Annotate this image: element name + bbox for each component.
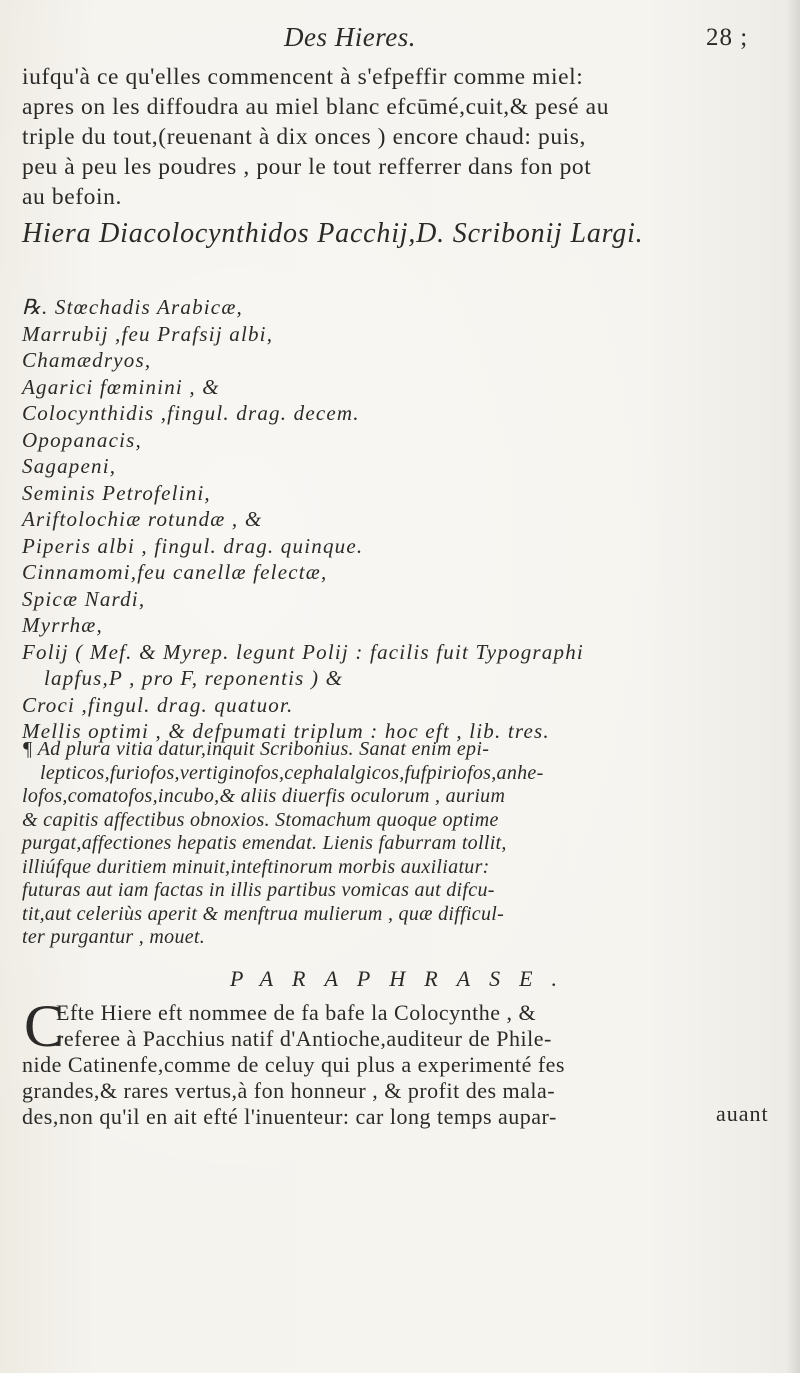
scribonius-note [22, 738, 792, 950]
recipe-heading: Hiera Diacolocynthidos Pacchij,D. Scribonij Largi. [22, 218, 644, 249]
recipe-line: Colocynthidis ,fingul. drag. decem. [22, 401, 360, 425]
catchword: auant [716, 1101, 769, 1126]
note-line: ¶ Ad plura vitia datur,inquit Scribonius. Sanat enim epi- [22, 738, 490, 760]
note-line: lofos,comatofos,incubo,& aliis diuerfis oculorum , aurium [22, 785, 506, 807]
drop-cap: C [24, 993, 65, 1059]
note-line: lepticos,furiofos,vertiginofos,cephalalgicos,fufpiriofos,anhe- [40, 761, 544, 784]
page-edge-shadow [786, 0, 800, 1373]
text-line: iufqu'à ce qu'elles commencent à s'efpeffir comme miel: [22, 64, 584, 90]
recipe-line: ℞. Stœchadis Arabicæ, [22, 295, 243, 319]
recipe-line: Piperis albi , fingul. drag. quinque. [22, 533, 364, 558]
text-line: au befoin. [22, 184, 122, 210]
running-head [0, 18, 800, 58]
page-number: 28 ; [706, 24, 749, 51]
recipe-line: Cinnamomi,feu canellæ felectæ, [22, 560, 328, 584]
paraphrase-line: grandes,& rares vertus,à fon honneur , & profit des mala- [22, 1078, 556, 1103]
paraphrase-line: nide Catinenfe,comme de celuy qui plus a experimenté fes [22, 1052, 565, 1077]
note-line: & capitis affectibus obnoxios. Stomachum quoque optime [22, 808, 499, 831]
running-head-title: Des Hieres. [284, 22, 416, 52]
paraphrase-paragraph [22, 993, 792, 1130]
recipe-line: Sagapeni, [22, 454, 117, 478]
french-paragraph [22, 62, 792, 212]
note-line: purgat,affectiones hepatis emendat. Lienis faburram tollit, [22, 832, 507, 854]
recipe-line: Marrubij ,feu Prafsij albi, [22, 321, 274, 346]
note-line: illiúfque duritiem minuit,inteftinorum morbis auxiliatur: [22, 855, 490, 878]
paraphrase-line: Efte Hiere eft nommee de fa bafe la Colocynthe , & [56, 1000, 537, 1025]
recipe-line: lapfus,P , pro F, reponentis ) & [44, 666, 344, 690]
recipe-list [22, 294, 792, 745]
text-line: peu à peu les poudres , pour le tout refferrer dans fon pot [22, 154, 592, 180]
recipe-line: Croci ,fingul. drag. quatuor. [22, 692, 294, 717]
note-line: futuras aut iam factas in illis partibus vomicas aut difcu- [22, 879, 495, 901]
recipe-line: Mellis optimi , & defpumati triplum : hoc eft , lib. tres. [22, 719, 550, 743]
paraphrase-line: referee à Pacchius natif d'Antioche,auditeur de Phile- [56, 1026, 552, 1051]
recipe-line: Opopanacis, [22, 427, 142, 452]
recipe-line: Seminis Petrofelini, [22, 480, 211, 505]
recipe-line: Agarici fœminini , & [22, 374, 220, 399]
recipe-line: Folij ( Mef. & Myrep. legunt Polij : facilis fuit Typographi [22, 639, 584, 664]
text-line: apres on les diffoudra au miel blanc efcūmé,cuit,& pesé au [22, 94, 610, 120]
paraphrase-heading: PARAPHRASE. [230, 966, 577, 991]
note-line: tit,aut celeriùs aperit & menftrua mulierum , quæ difficul- [22, 902, 505, 925]
recipe-line: Chamædryos, [22, 348, 152, 372]
paraphrase-line: des,non qu'il en ait efté l'inuenteur: car long temps aupar- [22, 1104, 557, 1129]
note-line: ter purgantur , mouet. [22, 926, 206, 948]
recipe-line: Ariftolochiæ rotundæ , & [22, 507, 263, 531]
recipe-line: Spicæ Nardi, [22, 586, 146, 611]
text-line: triple du tout,(reuenant à dix onces ) encore chaud: puis, [22, 124, 587, 150]
recipe-line: Myrrhæ, [22, 613, 103, 637]
